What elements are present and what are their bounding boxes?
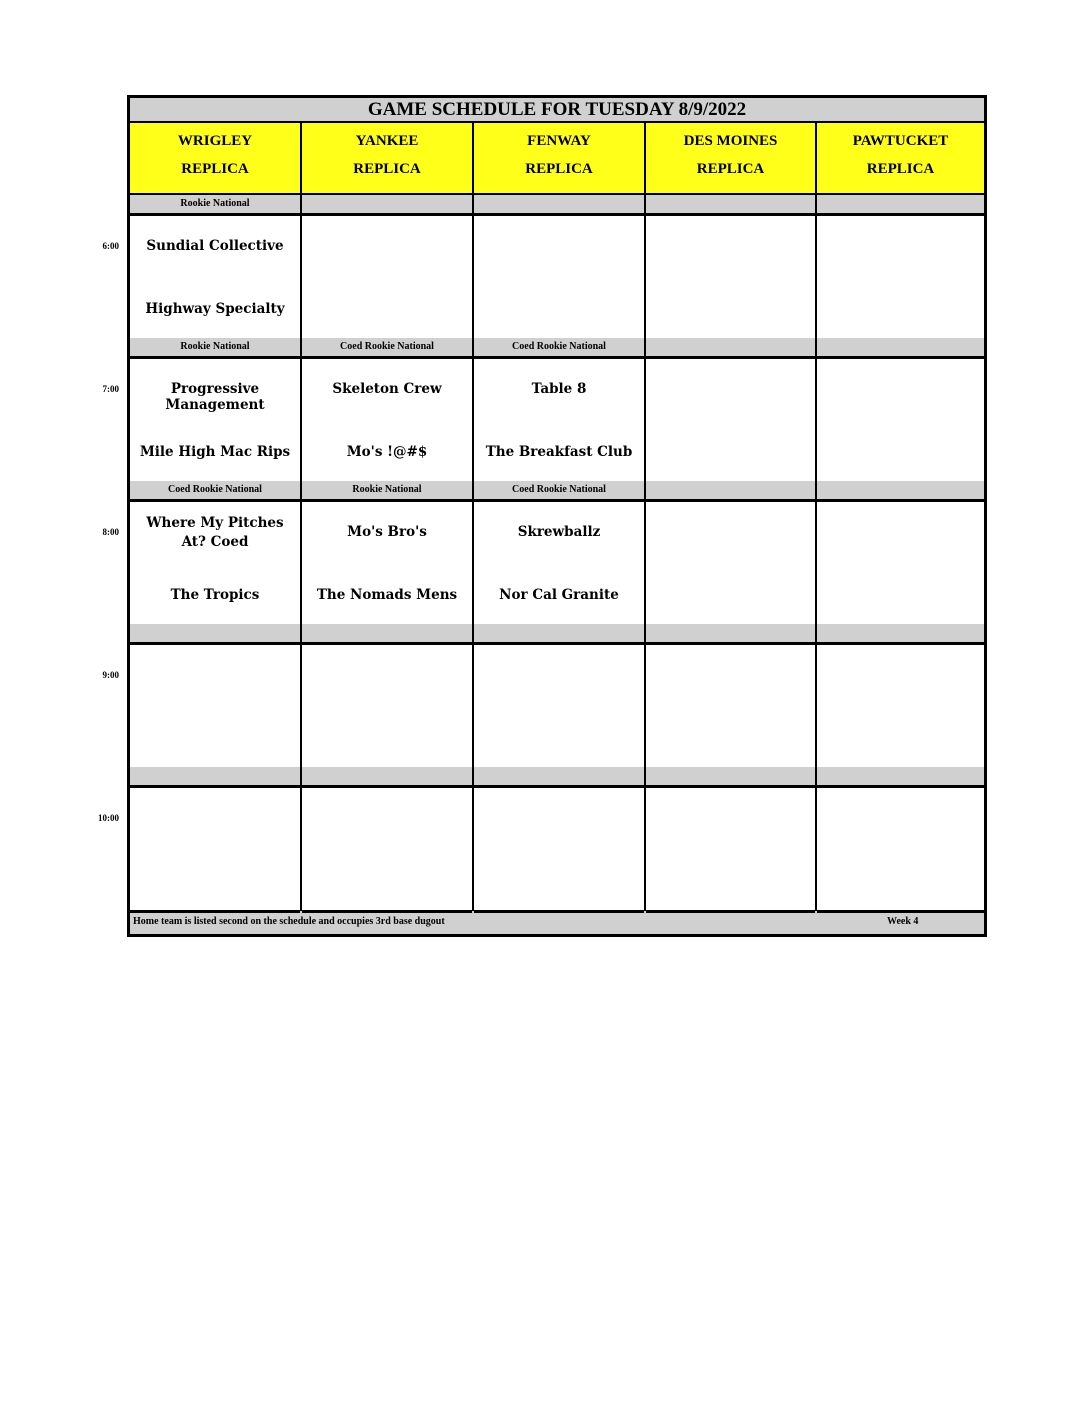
field-subtitle: REPLICA	[181, 161, 249, 177]
division-label	[646, 481, 815, 502]
division-label	[817, 481, 984, 502]
field-header-1	[130, 123, 300, 195]
game-cell	[646, 502, 815, 627]
division-label	[817, 195, 984, 216]
game-cell	[646, 216, 815, 341]
division-label	[646, 624, 815, 645]
game-cell	[646, 359, 815, 484]
away-team: Where My Pitches At? Coed	[146, 515, 284, 550]
division-label: Rookie National	[130, 338, 300, 359]
game-cell	[646, 788, 815, 913]
away-team: Mo's Bro's	[347, 524, 427, 540]
game-cell	[130, 645, 300, 770]
home-team: The Tropics	[170, 587, 260, 603]
schedule-sheet	[127, 95, 987, 937]
division-label: Coed Rookie National	[474, 338, 644, 359]
division-label: Coed Rookie National	[130, 481, 300, 502]
game-cell	[817, 502, 984, 627]
division-label: Coed Rookie National	[474, 481, 644, 502]
game-cell	[302, 359, 472, 484]
away-team: Progressive Management	[165, 381, 265, 413]
game-cell	[302, 502, 472, 627]
game-cell	[302, 645, 472, 770]
division-label: Rookie National	[302, 481, 472, 502]
game-cell	[474, 216, 644, 341]
division-label	[302, 195, 472, 216]
division-label: Coed Rookie National	[302, 338, 472, 359]
field-header-3	[474, 123, 644, 195]
division-label	[817, 624, 984, 645]
division-label	[302, 624, 472, 645]
game-cell	[474, 359, 644, 484]
field-subtitle: REPLICA	[525, 161, 593, 177]
field-header-2	[302, 123, 472, 195]
game-cell	[817, 216, 984, 341]
division-label	[474, 195, 644, 216]
game-cell	[130, 216, 300, 341]
division-label	[130, 624, 300, 645]
home-team: Highway Specialty	[145, 301, 285, 317]
time-label: 10:00	[98, 813, 119, 823]
field-name: PAWTUCKET	[852, 133, 949, 149]
time-label: 9:00	[102, 670, 119, 680]
game-cell	[474, 645, 644, 770]
field-header-5	[817, 123, 984, 195]
time-label: 6:00	[102, 241, 119, 251]
division-label	[817, 767, 984, 788]
division-label	[474, 767, 644, 788]
field-subtitle: REPLICA	[866, 161, 935, 177]
field-name: WRIGLEY	[177, 133, 253, 149]
division-label	[646, 195, 815, 216]
division-label	[474, 624, 644, 645]
division-label	[646, 767, 815, 788]
field-name: FENWAY	[527, 133, 591, 149]
away-team: Skeleton Crew	[332, 381, 442, 397]
home-team: Nor Cal Granite	[499, 587, 619, 603]
game-cell	[646, 645, 815, 770]
division-label: Rookie National	[130, 195, 300, 216]
time-label: 7:00	[102, 384, 119, 394]
division-label	[130, 767, 300, 788]
game-cell	[302, 216, 472, 341]
away-team: Sundial Collective	[146, 238, 284, 254]
game-cell	[817, 359, 984, 484]
schedule-footer	[130, 910, 984, 934]
field-name: DES MOINES	[683, 133, 778, 149]
division-label	[646, 338, 815, 359]
home-team: The Breakfast Club	[485, 444, 633, 460]
game-cell	[130, 502, 300, 627]
footer-note: Home team is listed second on the schedule and occupies 3rd base dugout	[133, 916, 445, 927]
week-label: Week 4	[887, 916, 919, 927]
game-cell	[474, 502, 644, 627]
home-team: Mile High Mac Rips	[139, 444, 291, 460]
time-label: 8:00	[102, 527, 119, 537]
game-cell	[817, 788, 984, 913]
game-cell	[817, 645, 984, 770]
game-cell	[130, 788, 300, 913]
field-header-4	[646, 123, 815, 195]
game-cell	[302, 788, 472, 913]
field-subtitle: REPLICA	[353, 161, 421, 177]
field-name: YANKEE	[355, 133, 419, 149]
home-team: Mo's !@#$	[346, 444, 428, 460]
division-label	[302, 767, 472, 788]
schedule-title: GAME SCHEDULE FOR TUESDAY 8/9/2022	[130, 98, 984, 123]
away-team: Skrewballz	[517, 524, 601, 540]
game-cell	[474, 788, 644, 913]
game-cell	[130, 359, 300, 484]
division-label	[817, 338, 984, 359]
away-team: Table 8	[531, 381, 587, 397]
field-subtitle: REPLICA	[696, 161, 765, 177]
home-team: The Nomads Mens	[316, 587, 458, 603]
